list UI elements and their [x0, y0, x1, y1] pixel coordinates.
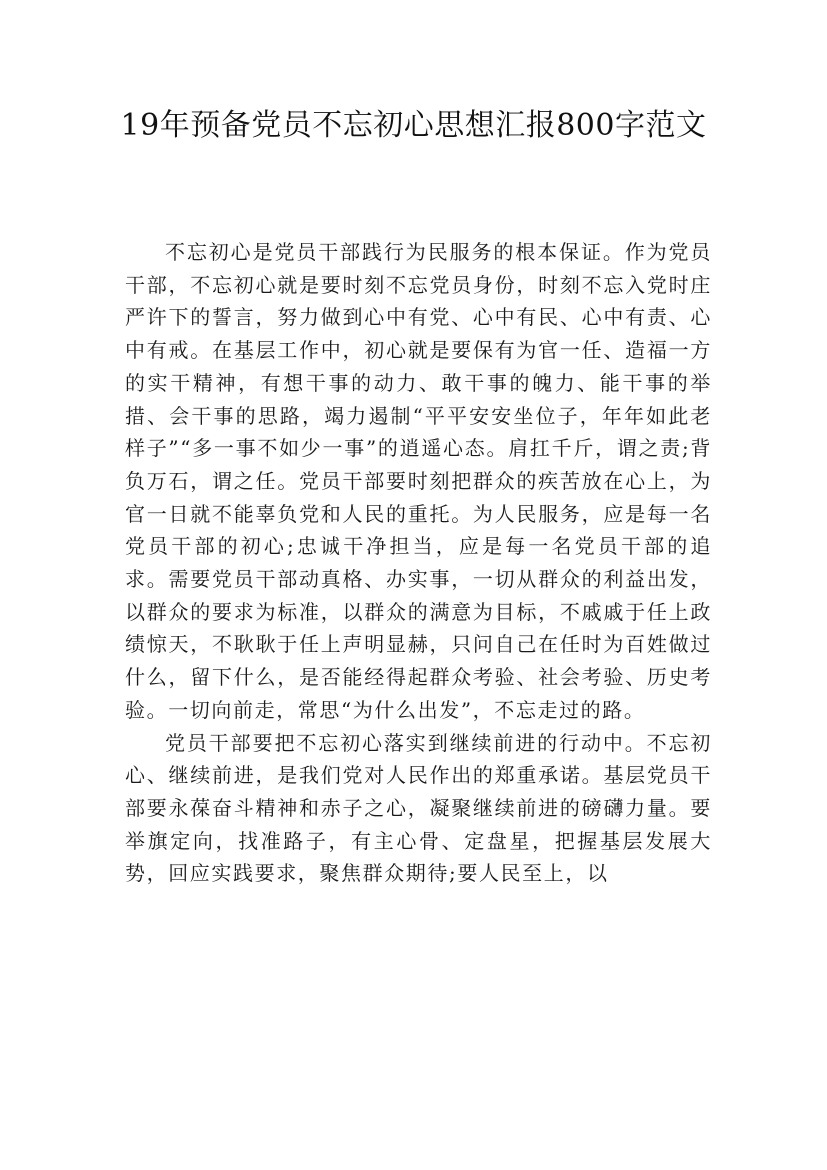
- document-title: 19年预备党员不忘初心思想汇报800字范文: [120, 108, 707, 143]
- document-body: [125, 236, 712, 890]
- body-paragraph-2: 党员干部要把不忘初心落实到继续前进的行动中。不忘初心、继续前进，是我们党对人民作出的郑重承诺。基层党员干部要永葆奋斗精神和赤子之心，凝聚继续前进的磅礴力量。要举旗定向，找准路子，有主心骨、定盘星，把握基层发展大势，回应实践要求，聚焦群众期待;要人民至上，以: [125, 730, 712, 886]
- body-paragraph-1: 不忘初心是党员干部践行为民服务的根本保证。作为党员干部，不忘初心就是要时刻不忘党员身份，时刻不忘入党时庄严许下的誓言，努力做到心中有党、心中有民、心中有责、心中有戒。在基层工作中，初心就是要保有为官一任、造福一方的实干精神，有想干事的动力、敢干事的魄力、能干事的举措、会干事的思路，竭力遏制“平平安安坐位子，年年如此老样子”“多一事不如少一事”的逍遥心态。肩扛千斤，谓之责;背负万石，谓之任。党员干部要时刻把群众的疾苦放在心上，为官一日就不能辜负党和人民的重托。为人民服务，应是每一名党员干部的初心;忠诚干净担当，应是每一名党员干部的追求。需要党员干部动真格、办实事，一切从群众的利益出发，以群众的要求为标准，以群众的满意为目标，不戚戚于任上政绩惊天，不耿耿于任上声明显赫，只问自己在任时为百姓做过什么，留下什么，是否能经得起群众考验、社会考验、历史考验。一切向前走，常思“为什么出发”，不忘走过的路。: [125, 240, 712, 722]
